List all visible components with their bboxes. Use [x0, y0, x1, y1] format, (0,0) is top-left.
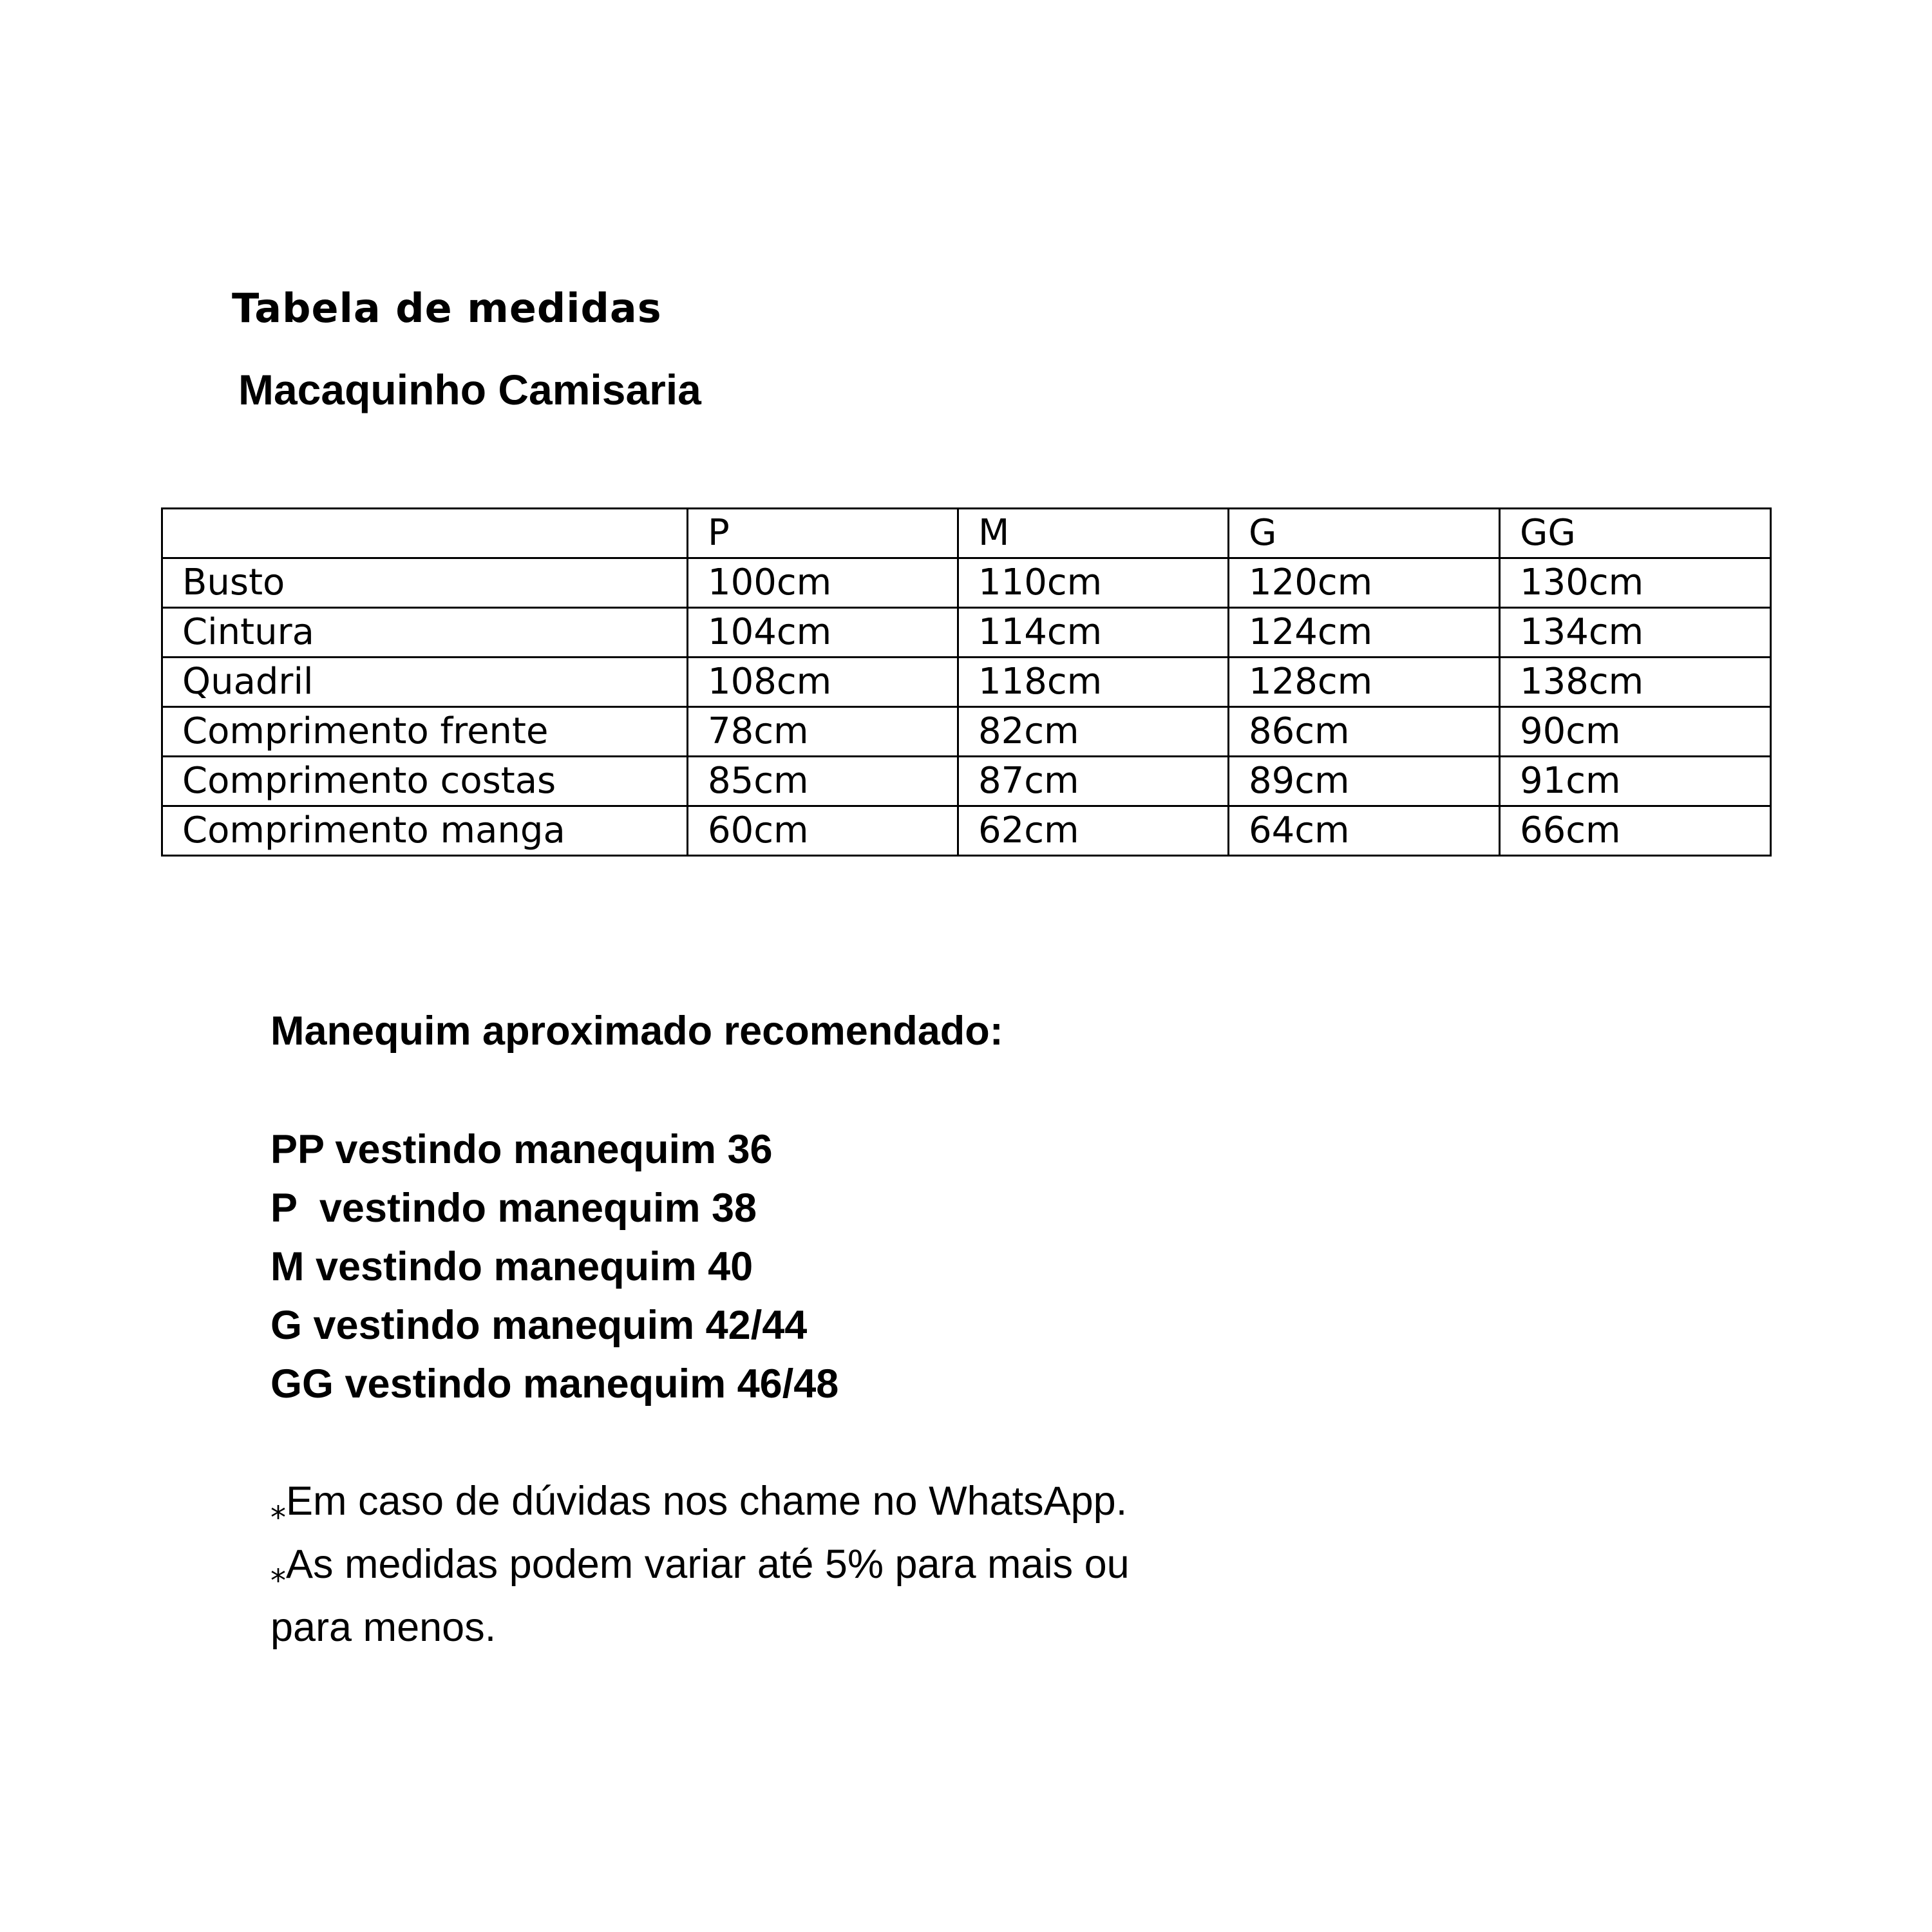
table-cell: 78cm: [688, 707, 958, 757]
table-cell: 62cm: [958, 806, 1229, 856]
table-cell: 64cm: [1229, 806, 1500, 856]
table-cell: 90cm: [1500, 707, 1771, 757]
header-cell-size-gg: GG: [1500, 509, 1771, 558]
table-cell: 60cm: [688, 806, 958, 856]
footnote-variation-cont: para menos.: [270, 1605, 497, 1650]
header-cell-size-g: G: [1229, 509, 1500, 558]
mannequin-line-p: P vestindo manequim 38: [270, 1186, 757, 1231]
table-cell: 138cm: [1500, 658, 1771, 707]
table-row: [162, 608, 1771, 658]
mannequin-list: [270, 1121, 838, 1414]
table-cell: 108cm: [688, 658, 958, 707]
row-label: Comprimento manga: [162, 806, 688, 856]
footnote-whatsapp-text: Em caso de dúvidas nos chame no WhatsApp.: [286, 1479, 1128, 1524]
table-cell: 89cm: [1229, 757, 1500, 806]
row-label: Comprimento frente: [162, 707, 688, 757]
table-cell: 130cm: [1500, 558, 1771, 608]
table-cell: 110cm: [958, 558, 1229, 608]
table-cell: 66cm: [1500, 806, 1771, 856]
table-cell: 100cm: [688, 558, 958, 608]
table-cell: 118cm: [958, 658, 1229, 707]
row-label: Quadril: [162, 658, 688, 707]
mannequin-line-g: G vestindo manequim 42/44: [270, 1303, 808, 1348]
row-label: Comprimento costas: [162, 757, 688, 806]
asterisk-icon: ⁎: [270, 1492, 286, 1526]
table-cell: 91cm: [1500, 757, 1771, 806]
table-cell: 86cm: [1229, 707, 1500, 757]
table-cell: 124cm: [1229, 608, 1500, 658]
table-row: [162, 707, 1771, 757]
page-title: Tabela de medidas: [232, 285, 662, 332]
mannequin-heading: Manequim aproximado recomendado:: [270, 1009, 1003, 1054]
product-name: Macaquinho Camisaria: [238, 366, 701, 413]
table-cell: 120cm: [1229, 558, 1500, 608]
table-cell: 87cm: [958, 757, 1229, 806]
mannequin-line-m: M vestindo manequim 40: [270, 1244, 753, 1289]
footnote-whatsapp: [270, 1472, 1130, 1535]
table-cell: 114cm: [958, 608, 1229, 658]
table-header-row: [162, 509, 1771, 558]
size-table: [161, 507, 1772, 857]
table-cell: 134cm: [1500, 608, 1771, 658]
asterisk-icon: ⁎: [270, 1555, 286, 1589]
footnotes: [270, 1472, 1130, 1657]
header-cell-empty: [162, 509, 688, 558]
table-row: [162, 658, 1771, 707]
header-cell-size-m: M: [958, 509, 1229, 558]
table-cell: 104cm: [688, 608, 958, 658]
table-cell: 128cm: [1229, 658, 1500, 707]
table-row: [162, 806, 1771, 856]
table-row: [162, 558, 1771, 608]
mannequin-line-pp: PP vestindo manequim 36: [270, 1127, 773, 1172]
footnote-variation-text: As medidas podem variar até 5% para mais ou: [286, 1542, 1130, 1587]
table-cell: 82cm: [958, 707, 1229, 757]
mannequin-line-gg: GG vestindo manequim 46/48: [270, 1361, 839, 1406]
table-row: [162, 757, 1771, 806]
table-cell: 85cm: [688, 757, 958, 806]
footnote-variation: [270, 1535, 1130, 1598]
header-cell-size-p: P: [688, 509, 958, 558]
row-label: Cintura: [162, 608, 688, 658]
row-label: Busto: [162, 558, 688, 608]
